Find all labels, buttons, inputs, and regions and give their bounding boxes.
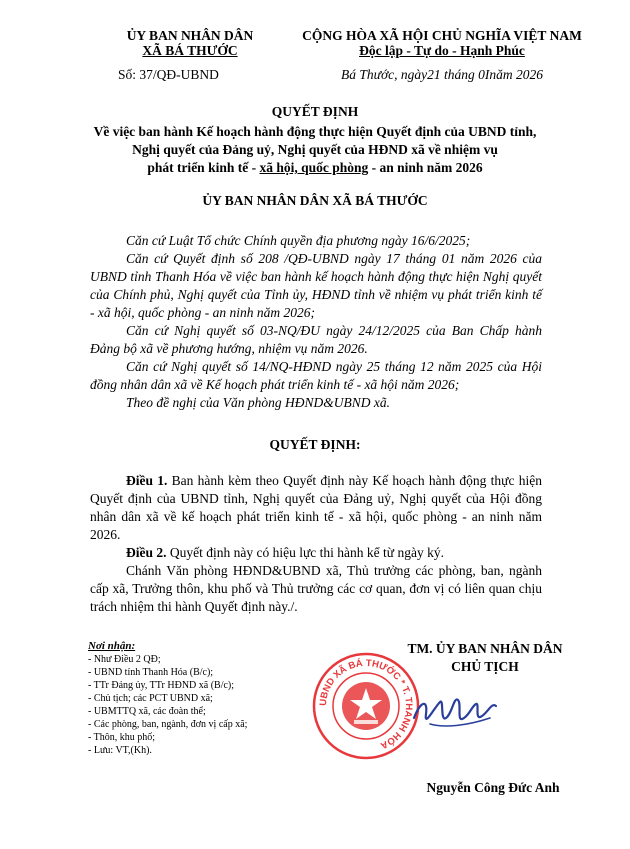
document-title: QUYẾT ĐỊNH xyxy=(271,104,359,119)
signature-org: TM. ỦY BAN NHÂN DÂN xyxy=(407,641,563,656)
basis-item: Theo đề nghị của Văn phòng HĐND&UBND xã. xyxy=(126,395,390,410)
stamp-text: UBND XÃ BÁ THƯỚC * T. THANH HÓA xyxy=(317,657,415,751)
nation-line-2: Độc lập - Tự do - Hạnh Phúc xyxy=(359,43,525,58)
recipient-item: - Chủ tịch; các PCT UBND xã; xyxy=(88,693,213,704)
recipients-list xyxy=(88,653,338,757)
article-item xyxy=(90,544,542,562)
legal-bases xyxy=(90,232,542,412)
issuing-organization xyxy=(105,28,275,58)
recipient-item: - Như Điều 2 QĐ; xyxy=(88,654,161,665)
signature-position: CHỦ TỊCH xyxy=(451,659,519,674)
basis-item: Căn cứ Luật Tổ chức Chính quyền địa phương ngày 16/6/2025; xyxy=(126,233,471,248)
document-subtitle xyxy=(80,123,550,177)
recipient-item: - TTr Đảng ủy, TTr HĐND xã (B/c); xyxy=(88,680,235,691)
article-item xyxy=(90,562,542,616)
official-stamp-icon xyxy=(312,652,420,760)
article-label: Điều 1. xyxy=(126,473,168,488)
document-date: Bá Thước, ngày21 tháng 0Inăm 2026 xyxy=(340,67,544,82)
document-number: Số: 37/QĐ-UBND xyxy=(118,67,219,82)
recipient-item: - UBND tỉnh Thanh Hóa (B/c); xyxy=(88,667,214,678)
national-motto xyxy=(282,28,602,58)
recipients-heading: Nơi nhận: xyxy=(88,640,136,652)
basis-item: Căn cứ Quyết định số 208 /QĐ-UBND ngày 17 tháng 01 năm 2026 của UBND tỉnh Thanh Hóa về việc ban hành kế hoạch hành động thực hiện Nghị quyết của Chính phủ, Nghị quyết của Tỉnh ủy, HĐND tỉnh về nhiệm vụ phát triển kinh tế - xã hội, quốc phòng - an ninh năm 2026; xyxy=(90,251,542,320)
recipient-item: - Lưu: VT,(Kh). xyxy=(88,745,152,756)
decision-heading: QUYẾT ĐỊNH: xyxy=(269,437,361,452)
subtitle-line-3 xyxy=(80,159,550,177)
articles xyxy=(90,472,542,616)
basis-item: Căn cứ Nghị quyết số 14/NQ-HĐND ngày 25 tháng 12 năm 2025 của Hội đồng nhân dân xã về Kế hoạch phát triển kinh tế - xã hội năm 2026; xyxy=(90,359,542,392)
org-line-1: ỦY BAN NHÂN DÂN xyxy=(126,28,254,43)
article-text: Quyết định này có hiệu lực thi hành kể từ ngày ký. xyxy=(166,545,444,560)
authority-heading: ỦY BAN NHÂN DÂN XÃ BÁ THƯỚC xyxy=(202,193,428,208)
subtitle-line-2: Nghị quyết của Đảng uỷ, Nghị quyết của HĐND xã về nhiệm vụ xyxy=(132,142,498,157)
subtitle-line-1: Về việc ban hành Kế hoạch hành động thực hiện Quyết định của UBND tỉnh, xyxy=(93,124,537,139)
basis-item: Căn cứ Nghị quyết số 03-NQ/ĐU ngày 24/12/2025 của Ban Chấp hành Đảng bộ xã về phương hướng, nhiệm vụ năm 2026. xyxy=(90,323,542,356)
recipient-item: - Thôn, khu phố; xyxy=(88,732,156,743)
subtitle-line-3-pre: phát triển kinh tế - xyxy=(147,160,260,175)
signer-name: Nguyễn Công Đức Anh xyxy=(426,780,560,795)
article-text: Chánh Văn phòng HĐND&UBND xã, Thủ trưởng các phòng, ban, ngành cấp xã, Trưởng thôn, khu phố và Thủ trưởng các cơ quan, đơn vị có liên quan chịu trách nhiệm thi hành Quyết định này./. xyxy=(90,563,542,614)
handwritten-signature-icon xyxy=(410,688,500,736)
article-text: Ban hành kèm theo Quyết định này Kế hoạch hành động thực hiện Quyết định của UBND tỉnh, Nghị quyết của Đảng uỷ, Nghị quyết của Hội đồng nhân dân xã về kế hoạch phát triển kinh tế - xã hội, quốc phòng - an ninh năm 2026. xyxy=(90,473,542,542)
subtitle-line-3-post: - an ninh năm 2026 xyxy=(368,160,483,175)
subtitle-line-3-underlined: xã hội, quốc phòng xyxy=(259,160,369,175)
article-item xyxy=(90,472,542,544)
recipient-item: - UBMTTQ xã, các đoàn thể; xyxy=(88,706,206,717)
recipients-block xyxy=(88,640,338,757)
article-label: Điều 2. xyxy=(126,545,167,560)
org-line-2: XÃ BÁ THƯỚC xyxy=(142,43,238,58)
recipient-item: - Các phòng, ban, ngành, đơn vị cấp xã; xyxy=(88,719,248,730)
nation-line-1: CỘNG HÒA XÃ HỘI CHỦ NGHĨA VIỆT NAM xyxy=(302,28,582,43)
